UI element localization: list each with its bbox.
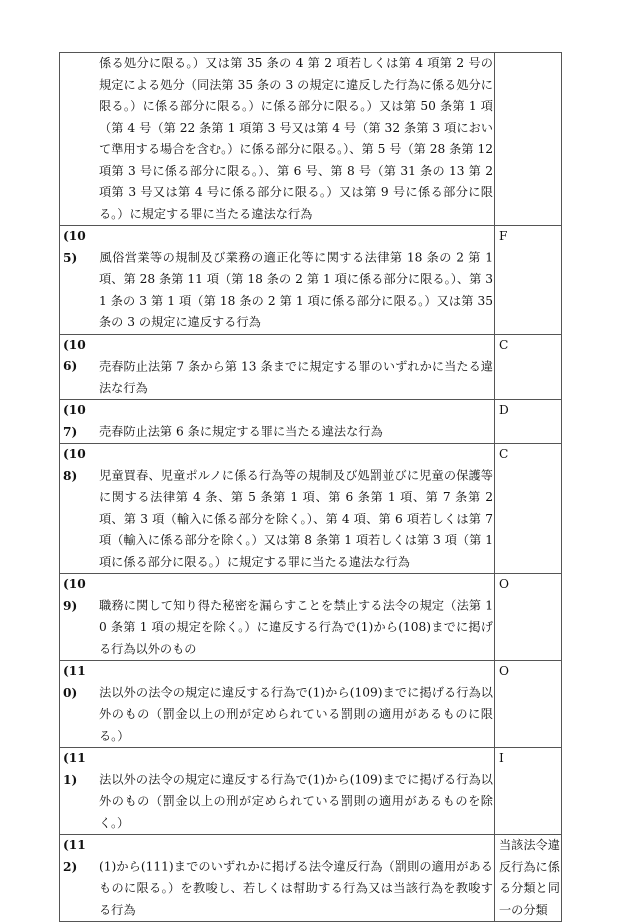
- classification-cell: C: [495, 334, 562, 400]
- offense-description-cell: [60, 53, 495, 226]
- offense-description-cell: [60, 748, 495, 835]
- table-row: [60, 226, 562, 335]
- table-row: [60, 661, 562, 748]
- classification-cell: 当該法令違反行為に係る分類と同一の分類: [495, 835, 562, 922]
- offense-text: 職務に関して知り得た秘密を漏らすことを禁止する法令の規定（法第 10 条第 1 項の規定を除く。）に違反する行為で(1)から(108)までに掲げる行為以外のもの: [99, 598, 493, 656]
- row-number: (107): [63, 403, 86, 439]
- row-number: (105): [63, 229, 86, 265]
- offense-description-cell: [60, 574, 495, 661]
- offense-text: 売春防止法第 7 条から第 13 条までに規定する罪のいずれかに当たる違法な行為: [99, 359, 493, 395]
- offense-text: (1)から(111)までのいずれかに掲げる法令違反行為（罰則の適用があるものに限る。）を教唆し、若しくは幇助する行為又は当該行為を教唆する行為: [99, 859, 493, 917]
- offense-description-cell: [60, 661, 495, 748]
- classification-cell: C: [495, 444, 562, 574]
- offense-description-cell: [60, 226, 495, 335]
- classification-cell: D: [495, 400, 562, 444]
- classification-cell: O: [495, 661, 562, 748]
- offense-description-cell: [60, 444, 495, 574]
- classification-cell: F: [495, 226, 562, 335]
- offense-text: 係る処分に限る。）又は第 35 条の 4 第 2 項若しくは第 4 項第 2 号の規定による処分（同法第 35 条の 3 の規定に違反した行為に係る処分に限る。）に係る部分に限る。）に係る部分に限る。）又は第 50 条第 1 項（第 4 号（第 22 条第 1 項第 3 号又は第 4 号（第 32 条第 3 項において準用する場合を含む。）に係る部分に限る。）、第 5 号（第 28 条第 12 項第 3 号に係る部分に限る。）、第 6 号、第 8 号（第 31 条の 13 第 2 項第 3 号又は第 4 号に係る部分に限る。）又は第 9 号に係る部分に限る。）に規定する罪に当たる違法な行為: [99, 56, 493, 221]
- table-row: [60, 400, 562, 444]
- table-row: [60, 444, 562, 574]
- table-row: [60, 748, 562, 835]
- classification-cell: O: [495, 574, 562, 661]
- table-row: [60, 53, 562, 226]
- row-number: (112): [63, 838, 86, 874]
- offense-text: 法以外の法令の規定に違反する行為で(1)から(109)までに掲げる行為以外のもの（罰金以上の刑が定められている罰則の適用があるものを除く。）: [99, 772, 493, 830]
- row-number: (106): [63, 337, 86, 373]
- table-row: [60, 334, 562, 400]
- offense-description-cell: [60, 835, 495, 922]
- offense-classification-table: [59, 52, 562, 922]
- offense-description-cell: [60, 400, 495, 444]
- row-number: (110): [63, 664, 86, 700]
- row-number: (111): [63, 751, 86, 787]
- offense-text: 児童買春、児童ポルノに係る行為等の規制及び処罰並びに児童の保護等に関する法律第 4 条、第 5 条第 1 項、第 6 条第 1 項、第 7 条第 2 項、第 3 項（輸入に係る部分を除く。）、第 4 項、第 6 項若しくは第 7 項（輸入に係る部分を除く。）又は第 8 条第 1 項若しくは第 3 項（第 1 項に係る部分に限る。）に規定する罪に当たる違法な行為: [99, 468, 493, 569]
- row-number: (108): [63, 447, 86, 483]
- table-row: [60, 574, 562, 661]
- offense-text: 売春防止法第 6 条に規定する罪に当たる違法な行為: [99, 424, 383, 439]
- classification-cell: I: [495, 748, 562, 835]
- table-row: [60, 835, 562, 922]
- offense-description-cell: [60, 334, 495, 400]
- offense-text: 法以外の法令の規定に違反する行為で(1)から(109)までに掲げる行為以外のもの（罰金以上の刑が定められている罰則の適用があるものに限る。）: [99, 685, 493, 743]
- classification-cell: [495, 53, 562, 226]
- row-number: (109): [63, 577, 86, 613]
- offense-text: 風俗営業等の規制及び業務の適正化等に関する法律第 18 条の 2 第 1 項、第 28 条第 11 項（第 18 条の 2 第 1 項に係る部分に限る。）、第 31 条の 3 第 1 項（第 18 条の 2 第 1 項に係る部分に限る。）又は第 35 条の 3 の規定に違反する行為: [99, 250, 493, 329]
